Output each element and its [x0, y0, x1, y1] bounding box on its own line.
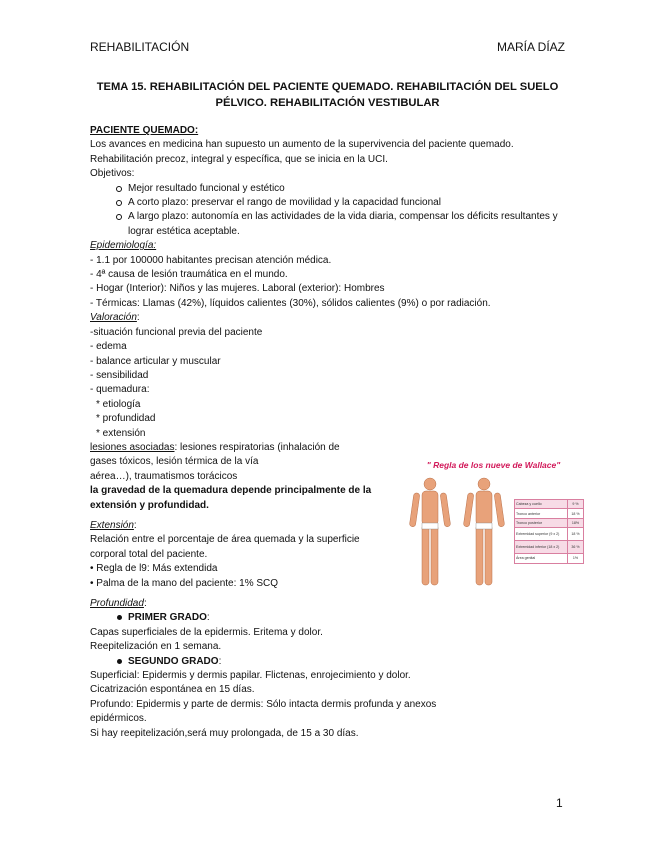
table-cell: Área genital	[515, 554, 568, 563]
heading-colon: :	[218, 655, 222, 667]
list-item: • Palma de la mano del paciente: 1% SCQ	[90, 577, 279, 589]
paragraph: Si hay reepitelización,será muy prolongada, de 15 a 30 días.	[90, 727, 359, 739]
table-row	[515, 518, 584, 527]
heading-colon: :	[143, 598, 147, 609]
heading-colon: :	[136, 312, 140, 324]
list-item: * profundidad	[96, 413, 156, 425]
list-item: - 1.1 por 100000 habitantes precisan atención médica.	[90, 254, 332, 266]
header-left: REHABILITACIÓN	[90, 40, 190, 54]
table-row	[515, 528, 584, 541]
document-body	[90, 124, 560, 741]
lesiones-label: lesiones asociadas	[90, 441, 175, 453]
profundidad-heading: Profundidad	[90, 598, 144, 609]
paragraph: Profundo: Epidermis y parte de dermis: Sólo intacta dermis profunda y anexos	[90, 698, 437, 710]
table-row	[515, 500, 584, 509]
primer-grado-label: PRIMER GRADO	[128, 612, 207, 624]
list-item: • Regla de l9: Más extendida	[90, 563, 218, 575]
epidemiologia-heading: Epidemiología:	[90, 240, 157, 252]
header-right: MARÍA DÍAZ	[497, 40, 566, 54]
paragraph: Capas superficiales de la epidermis. Eritema y dolor.	[90, 626, 323, 638]
table-cell: Extremidad superior (9 x 2)	[515, 528, 568, 541]
paragraph: gases tóxicos, lesión térmica de la vía	[90, 456, 259, 468]
paragraph: Reepitelización en 1 semana.	[90, 641, 222, 653]
table-cell: 1%	[568, 554, 584, 563]
table-cell: 18%	[568, 518, 584, 527]
table-cell: 18 %	[568, 528, 584, 541]
paragraph: corporal total del paciente.	[90, 548, 208, 560]
title-line-1: TEMA 15. REHABILITACIÓN DEL PACIENTE QUEMADO. REHABILITACIÓN DEL SUELO	[96, 81, 559, 93]
heading-colon: :	[133, 519, 137, 531]
list-item: -situación funcional previa del paciente	[90, 326, 263, 338]
objetivos-label: Objetivos:	[90, 168, 135, 180]
list-item: - 4ª causa de lesión traumática en el mundo.	[90, 269, 288, 281]
title-line-2: PÉLVICO. REHABILITACIÓN VESTIBULAR	[215, 97, 440, 109]
list-item: - Térmicas: Llamas (42%), líquidos calientes (30%), sólidos calientes (9%) o por radiación.	[90, 297, 491, 309]
list-item: * etiología	[96, 398, 141, 410]
segundo-grado-heading	[90, 655, 560, 669]
list-item: * extensión	[96, 427, 146, 439]
table-cell: Tronco anterior	[515, 509, 568, 518]
lesiones-text: : lesiones respiratorias (inhalación de	[174, 441, 340, 453]
table-cell: 9 %	[568, 500, 584, 509]
list-item: - sensibilidad	[90, 369, 149, 381]
table-cell: Cabeza y cuello	[515, 500, 568, 509]
valoracion-heading: Valoración	[90, 312, 137, 324]
extension-heading: Extensión	[90, 519, 134, 531]
bold-statement: la gravedad de la quemadura depende principalmente de la	[90, 485, 372, 497]
paragraph: aérea…), traumatismos torácicos	[90, 470, 238, 482]
paragraph: Relación entre el porcentaje de área quemada y la superficie	[90, 534, 360, 546]
paragraph: Rehabilitación precoz, integral y específica, que se inicia en la UCI.	[90, 153, 388, 165]
body-diagram-image	[402, 475, 510, 603]
table-cell: 18 %	[568, 509, 584, 518]
list-item: - balance articular y muscular	[90, 355, 221, 367]
list-item: - quemadura:	[90, 384, 150, 396]
page-number: 1	[556, 796, 563, 810]
list-item: - Hogar (Interior): Niños y las mujeres. Laboral (exterior): Hombres	[90, 283, 385, 295]
figure-title: " Regla de los nueve de Wallace"	[426, 460, 561, 470]
wallace-rule-figure	[396, 457, 591, 605]
list-item: A corto plazo: preservar el rango de movilidad y la capacidad funcional	[90, 196, 560, 210]
page-title	[80, 79, 575, 111]
list-item: A largo plazo: autonomía en las actividades de la vida diaria, compensar los déficits resultantes y lograr estética aceptable.	[90, 210, 560, 239]
primer-grado-heading	[90, 611, 560, 625]
segundo-grado-list	[90, 655, 560, 669]
table-cell: Extremidad inferior (18 x 2)	[515, 541, 568, 554]
table-cell: 36 %	[568, 541, 584, 554]
paragraph: Cicatrización espontánea en 15 días.	[90, 684, 255, 696]
table-row	[515, 509, 584, 518]
table-row	[515, 554, 584, 563]
heading-colon: :	[206, 612, 210, 624]
primer-grado-list	[90, 611, 560, 625]
section-heading-paciente-quemado: PACIENTE QUEMADO:	[90, 125, 199, 136]
segundo-grado-label: SEGUNDO GRADO	[128, 655, 219, 667]
table-row	[515, 541, 584, 554]
list-item: Mejor resultado funcional y estético	[90, 182, 560, 196]
paragraph: Los avances en medicina han supuesto un aumento de la supervivencia del paciente quemado.	[90, 139, 514, 151]
paragraph: epidérmicos.	[90, 713, 147, 725]
list-item: - edema	[90, 341, 127, 353]
paragraph: Superficial: Epidermis y dermis papilar. Flictenas, enrojecimiento y dolor.	[90, 670, 411, 682]
wallace-table	[514, 499, 584, 564]
objetivos-list	[90, 182, 560, 240]
bold-statement: extensión y profundidad.	[90, 499, 209, 511]
table-cell: Tronco posterior	[515, 518, 568, 527]
